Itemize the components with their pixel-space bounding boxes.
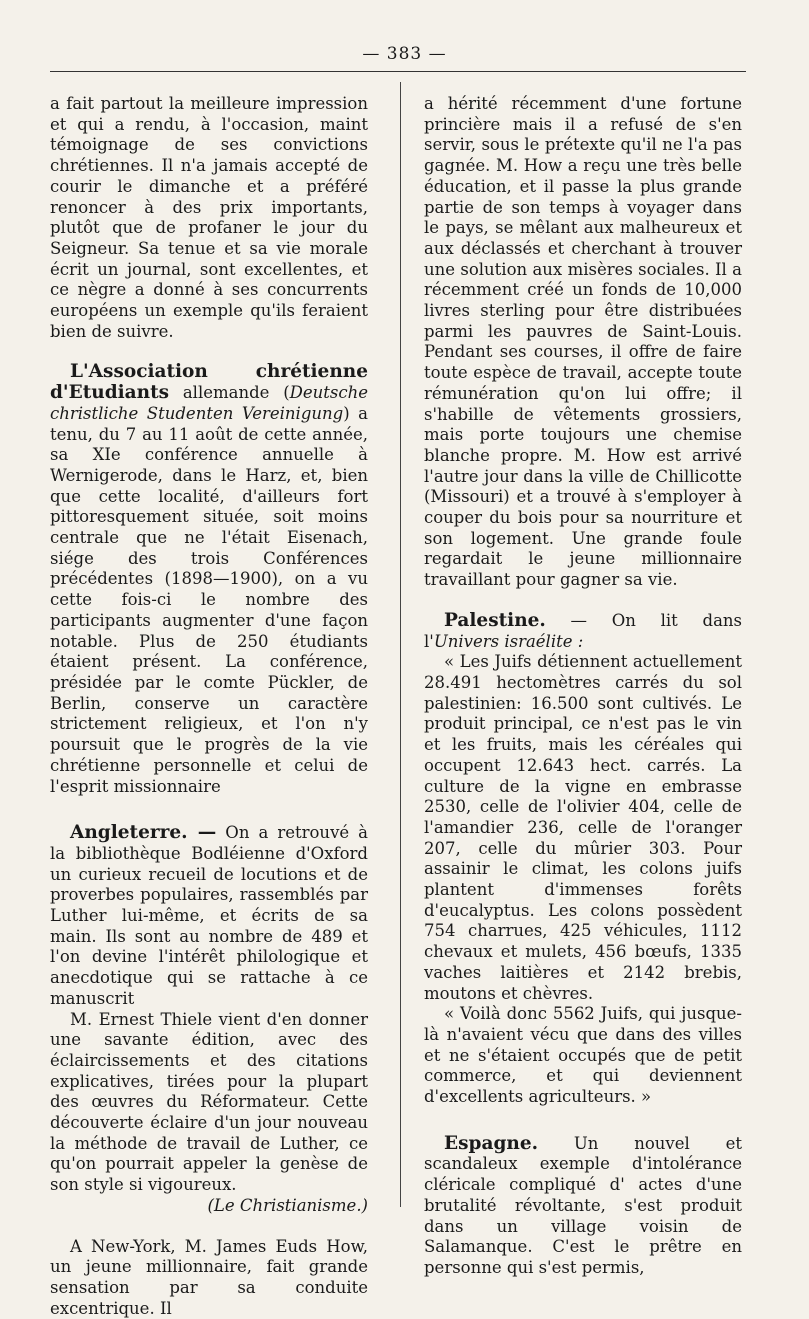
article-association: [50, 362, 368, 797]
paragraph-continued: a fait partout la meilleure impression et qui a rendu, à l'occasion, maint témoignage de ses convictions chrétiennes. Il n'a jamais accepté de courir le dimanche et a préféré renoncer à des prix importants, plutôt que de profaner le jour du Seigneur. Sa tenue et sa vie morale écrit un journal, sont excellentes, et ce nègre a donné à ses concurrents européens un exemple qu'ils feraient bien de suivre.: [50, 94, 368, 341]
article-angleterre: [50, 823, 368, 1009]
article-text: — On lit dans l': [424, 610, 742, 651]
article-heading: Angleterre. —: [70, 822, 217, 844]
article-heading: Espagne.: [444, 1132, 539, 1154]
paragraph-new-york: A New-York, M. James Euds How, un jeune millionnaire, fait grande sensation par sa conduite excentrique. Il: [50, 1236, 368, 1318]
paragraph-thiele: M. Ernest Thiele vient d'en donner une savante édition, avec des éclaircissements et des citations explicatives, tirées pour la plupart des œuvres du Réformateur. Cette découverte éclaire d'un jour nouveau la méthode de travail de Luther, ce qu'on pourrait appeler la genèse de son style si vigoureux.: [50, 1009, 368, 1195]
header-rule: [50, 71, 746, 72]
paragraph-how: a hérité récemment d'une fortune princière mais il a refusé de s'en servir, sous le prétexte qu'il ne l'a pas gagnée. M. How a reçu une très belle éducation, et il passe la plus grande partie de son temps à voyager dans le pays, se mêlant aux malheureux et aux déclassés et cherchant à trouver une solution aux misères sociales. Il a récemment créé un fonds de 10,000 livres sterling pour être distribuées parmi les pauvres de Saint-Louis. Pendant ses courses, il offre de faire toute espèce de travail, accepte toute rémunération qu'on lui offre; il s'habille de vêtements grossiers, mais porte toujours une chemise blanche propre. M. How est arrivé l'autre jour dans la ville de Chillicotte (Missouri) et a trouvé à s'employer à couper du bois pour sa nourriture et son logement. Une grande foule regardait le jeune millionnaire travaillant pour gagner sa vie.: [424, 94, 742, 590]
right-column: [424, 94, 742, 1279]
article-heading: Palestine.: [444, 609, 546, 631]
article-text: Un nouvel et scandaleux exemple d'intolérance cléricale compliqué d' actes d'une brutalité révoltante, s'est produit dans un village voisin de Salamanque. C'est le prêtre en personne qui s'est permis,: [424, 1133, 742, 1277]
article-text: allemande (: [169, 383, 290, 403]
article-espagne: [424, 1134, 742, 1279]
page-number: — 383 —: [362, 44, 447, 64]
quote-paragraph: « Voilà donc 5562 Juifs, qui jusque-là n'avaient vécu que dans des villes et ne s'étaient occupés que de petit commerce, et qui deviennent d'excellents agriculteurs. »: [424, 1004, 742, 1107]
article-palestine: [424, 611, 742, 652]
column-divider: [400, 82, 401, 1207]
article-text: On a retrouvé à la bibliothèque Bodléienne d'Oxford un curieux recueil de locutions et de proverbes populaires, rassemblés par Luther lui-même, et écrits de sa main. Ils sont au nombre de 489 et l'on devine l'intérêt philologique et anecdotique qui se rattache à ce manuscrit: [50, 823, 369, 1008]
source-citation: (Le Christianisme.): [207, 1195, 368, 1215]
article-italic: Univers israélite :: [433, 631, 584, 651]
quote-paragraph: « Les Juifs détiennent actuellement 28.491 hectomètres carrés du sol palestinien: 16.500 sont cultivés. Le produit principal, ce n'est pas le vin et les fruits, mais les céréales qui occupent 12.643 hect. carrés. La culture de la vigne en embrasse 2530, celle de l'olivier 404, celle de l'amandier 236, celle de l'oranger 207, celle du mûrier 303. Pour assainir le climat, les colons juifs plantent d'immenses forêts d'eucalyptus. Les colons possèdent 754 charrues, 425 véhicules, 1112 chevaux et mulets, 456 bœufs, 1335 vaches laitières et 2142 brebis, moutons et chèvres.: [424, 652, 742, 1003]
article-heading: L'Association chrétienne d'Etudiants: [50, 361, 368, 404]
article-italic: Deutsche christliche Studenten Vereinigung: [50, 383, 368, 423]
article-text: ) a tenu, du 7 au 11 août de cette année, sa XIe conférence annuelle à Wernigerode, dans le Harz, et, bien que cette localité, d'ailleurs fort pittoresquement située, soit moins centrale que ne l'était Eisenach, siége des trois Conférences précédentes (1898—1900), on a vu cette fois-ci le nombre des participants augmenter d'une façon notable. Plus de 250 étudiants étaient présent. La conférence, présidée par le comte Pückler, de Berlin, conserve un caractère strictement religieux, et l'on n'y poursuit que le progrès de la vie chrétienne personnelle et celui de l'esprit missionnaire: [50, 403, 368, 796]
left-column: [50, 94, 368, 1319]
